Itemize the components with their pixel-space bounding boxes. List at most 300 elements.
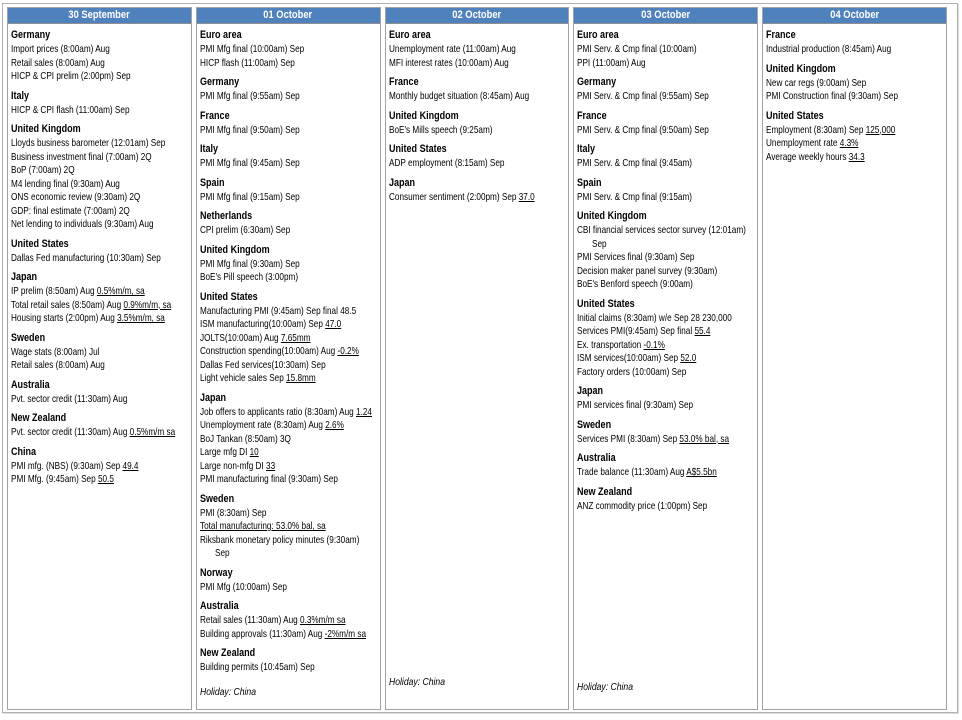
event-text: Lloyds business barometer (12:01am) Sep [11,137,166,149]
event-value: 33 [265,459,275,472]
event-line [200,507,266,521]
event-item [11,346,188,360]
event-text: JOLTS(10:00am) Aug [199,331,281,344]
date-header [574,8,757,24]
country-heading-label: United States [388,143,447,155]
event-text: PMI Serv. & Cmp final (10:00am) [577,43,697,55]
event-text: Light vehicle sales Sep [199,372,286,384]
event-text: PMI Serv. & Cmp final (9:15am) [577,190,693,203]
event-value: Total manufacturing: 53.0% bal, sa [199,520,326,532]
event-text: PMI Mfg final (9:55am) Sep [199,90,300,102]
event-line [200,446,259,460]
event-item [200,547,377,561]
event-text: PMI Serv. & Cmp final (9:50am) Sep [577,123,710,136]
event-item [577,90,754,104]
event-text: Industrial production (8:45am) Aug [766,43,892,55]
event-item [11,178,188,192]
country-heading-label: United States [11,237,69,250]
event-text: Total retail sales (8:50am) Aug [11,298,124,311]
day-events [386,24,569,709]
country-section [577,209,754,292]
event-value: 7.65mm [280,331,311,344]
event-line [11,205,130,219]
country-section [200,209,377,238]
day-events [8,24,191,709]
event-line [577,339,665,353]
event-value: 0.9%m/m, sa [123,298,172,311]
event-line [200,473,338,487]
event-item [200,359,377,373]
country-heading [577,109,754,124]
event-item [577,191,754,205]
country-heading [200,646,377,661]
event-line [200,271,298,285]
event-value: 0.5%m/m sa [129,426,176,438]
event-value: 34.3 [848,150,865,163]
event-item [389,43,566,57]
event-value: 49.4 [122,459,139,472]
event-item [577,399,754,413]
event-item [200,507,377,521]
event-line [577,352,696,366]
event-item [200,318,377,332]
country-section [11,89,188,118]
event-item [200,581,377,595]
event-text: GDP: final estimate (7:00am) 2Q [11,204,130,217]
country-heading [11,270,188,285]
event-item [11,426,188,440]
event-value: 52.0 [680,352,697,364]
event-text: Unemployment rate (11:00am) Aug [388,43,516,55]
event-text: Large non-mfg DI [199,459,266,472]
event-line [11,473,114,487]
country-heading-label: Euro area [577,29,620,41]
event-line [766,137,858,151]
country-section [200,492,377,561]
event-text: PMI manufacturing final (9:30am) Sep [199,473,338,485]
event-item [200,406,377,420]
country-heading-label: Netherlands [199,210,252,222]
event-line [200,520,326,534]
country-heading [200,142,377,157]
country-section [11,237,188,266]
country-section [766,62,943,104]
event-line [577,90,709,104]
event-item [577,43,754,57]
event-line [11,151,152,165]
event-line [577,224,746,238]
event-line [389,57,509,71]
country-section [200,142,377,171]
event-line [389,90,529,104]
holiday-note [389,676,566,690]
date-header-label: 03 October [641,9,691,21]
event-item [389,124,566,138]
event-text: Initial claims (8:30am) w/e Sep 28 230,000 [577,311,733,324]
event-value: 50.5 [97,473,114,485]
event-text: BoE's Pill speech (3:00pm) [199,271,298,283]
country-heading [200,243,377,258]
country-section [766,28,943,57]
country-heading [577,28,754,43]
event-line [577,433,729,447]
event-line [200,581,287,595]
event-line [11,393,127,407]
event-line [200,614,346,628]
country-section [11,378,188,407]
event-line [577,278,693,292]
event-line [389,157,504,171]
event-text: CPI prelim (6:30am) Sep [199,224,290,236]
event-item [389,191,566,205]
event-item [200,345,377,359]
event-item [577,339,754,353]
country-section [389,142,566,171]
country-heading [11,411,188,426]
country-section [200,176,377,205]
country-heading [577,297,754,312]
event-item [577,466,754,480]
event-item [11,104,188,118]
event-line [200,433,291,447]
event-item [766,137,943,151]
country-section [200,28,377,70]
event-text: BoJ Tankan (8:50am) 3Q [199,432,291,445]
country-heading-label: United Kingdom [11,123,81,135]
country-section [389,75,566,104]
event-text: BoP (7:00am) 2Q [11,164,75,176]
event-text: Unemployment rate [766,137,840,149]
event-line [11,57,105,71]
country-heading [11,122,188,137]
event-line [200,57,295,71]
event-value: 10 [249,446,259,458]
country-heading-label: United Kingdom [766,62,836,75]
event-text: PMI Construction final (9:30am) Sep [766,90,899,102]
country-heading-label: China [11,445,37,458]
event-text: PMI Mfg final (9:30am) Sep [199,257,300,270]
country-heading-label: United States [766,109,824,122]
event-item [200,224,377,238]
event-item [766,43,943,57]
event-item [389,90,566,104]
event-item [200,473,377,487]
event-text: CBI financial services sector survey (12:01am) [577,224,747,236]
event-line [200,534,359,548]
event-item [200,520,377,534]
event-item [11,393,188,407]
event-value: -2%m/m sa [324,627,366,640]
country-heading-label: United States [199,290,258,303]
country-heading [11,331,188,346]
event-value: 4.3% [839,137,859,149]
event-text: PMI Mfg (10:00am) Sep [199,580,287,593]
event-value: A$5.5bn [686,466,718,478]
country-section [766,109,943,165]
event-text: Sep [214,547,230,559]
event-item [200,57,377,71]
country-heading-label: Italy [11,89,30,102]
event-line [11,460,138,474]
holiday-note-label: Holiday: China [577,680,634,693]
country-heading [200,391,377,406]
country-heading-label: Sweden [11,331,46,344]
event-item [11,57,188,71]
date-header-label: 30 September [68,9,131,21]
country-section [577,176,754,205]
event-line [200,224,290,238]
country-section [577,75,754,104]
event-item [11,191,188,205]
country-heading-label: Euro area [199,29,242,41]
country-heading [200,75,377,90]
country-heading [577,176,754,191]
event-value: 0.3%m/m sa [299,614,346,626]
country-heading-label: France [577,109,607,122]
event-line [577,366,686,380]
event-item [766,90,943,104]
event-item [200,271,377,285]
date-header [386,8,569,24]
day-events [763,24,946,709]
event-line [200,628,366,642]
event-text: Job offers to applicants ratio (8:30am) Aug [199,405,356,418]
event-item [200,419,377,433]
country-heading [200,28,377,43]
event-text: Retail sales (11:30am) Aug [199,614,300,626]
event-line [11,43,110,57]
country-section [11,122,188,232]
event-text: New car regs (9:00am) Sep [766,76,867,89]
event-item [200,124,377,138]
event-text: Services PMI (8:30am) Sep [577,432,680,445]
event-line [766,151,865,165]
event-text: Dallas Fed manufacturing (10:30am) Sep [11,251,161,264]
event-line [389,43,516,57]
event-line [11,104,130,118]
event-line [577,251,694,265]
country-section [577,28,754,70]
event-text: Ex. transportation [577,338,644,351]
country-section [11,445,188,487]
country-section [11,28,188,84]
country-heading-label: Norway [199,566,233,579]
country-heading [200,209,377,224]
event-item [11,285,188,299]
event-item [11,218,188,232]
event-text: ISM services(10:00am) Sep [577,352,681,364]
country-heading [577,485,754,500]
event-text: Construction spending(10:00am) Aug [199,345,338,357]
event-text: Consumer sentiment (2:00pm) Sep [388,190,519,203]
event-item [11,359,188,373]
event-line [11,178,120,192]
country-heading-label: Germany [11,29,51,41]
date-header [197,8,380,24]
event-value: 37.0 [518,190,535,203]
country-heading [200,492,377,507]
country-section [11,411,188,440]
event-item [577,251,754,265]
event-item [200,433,377,447]
event-line [577,191,692,205]
event-line [200,419,344,433]
event-text: ONS economic review (9:30am) 2Q [11,191,141,203]
event-text: PPI (11:00am) Aug [577,56,646,69]
country-section [389,176,566,205]
country-heading-label: Japan [11,271,38,283]
event-value: 3.5%m/m, sa [117,312,165,324]
country-section [577,418,754,447]
event-line [200,345,359,359]
event-item [11,252,188,266]
country-heading-label: United Kingdom [388,109,459,122]
event-line [577,312,732,326]
event-line [577,399,693,413]
event-line [200,332,310,346]
event-item [766,124,943,138]
country-heading [766,109,943,124]
event-line [577,466,717,480]
country-heading [200,176,377,191]
event-item [200,661,377,675]
country-heading [200,599,377,614]
day-events [574,24,757,709]
event-line [11,285,145,299]
event-item [389,157,566,171]
event-line [577,43,697,57]
event-text: PMI Mfg final (9:50am) Sep [199,123,300,136]
country-heading-label: Japan [577,385,604,397]
event-line [200,191,300,205]
event-value: 2.6% [324,419,344,431]
country-heading [389,109,566,124]
country-heading-label: Japan [199,391,226,404]
event-text: PMI (8:30am) Sep [199,506,267,519]
country-section [200,391,377,487]
country-heading-label: Germany [577,76,617,88]
event-line [215,547,230,561]
country-heading [11,378,188,393]
event-item [766,151,943,165]
day-column [385,7,570,710]
event-line [200,372,316,386]
event-item [200,305,377,319]
event-text: PMI Mfg. (9:45am) Sep [11,473,98,485]
event-line [11,312,165,326]
event-value: 53.0% bal, sa [679,432,730,445]
country-heading [11,445,188,460]
event-item [11,151,188,165]
event-line [766,77,866,91]
event-line [200,359,326,373]
country-section [200,599,377,641]
country-heading-label: Italy [199,143,218,155]
event-line [389,124,493,138]
event-item [389,57,566,71]
country-section [389,28,566,70]
event-text: BoE's Mills speech (9:25am) [388,123,493,136]
event-line [592,238,607,252]
event-line [11,218,154,232]
event-item [200,157,377,171]
event-item [11,299,188,313]
event-line [11,191,140,205]
event-text: PMI mfg. (NBS) (9:30am) Sep [11,459,123,472]
event-line [200,460,275,474]
event-line [577,57,646,71]
event-text: M4 lending final (9:30am) Aug [11,177,120,190]
date-header [8,8,191,24]
event-text: Decision maker panel survey (9:30am) [577,264,718,277]
event-text: Building approvals (11:30am) Aug [199,627,325,640]
day-column [573,7,758,710]
country-heading-label: Japan [388,176,415,189]
date-header-label: 01 October [263,9,313,21]
event-item [577,124,754,138]
country-section [389,109,566,138]
event-line [11,299,171,313]
country-section [577,451,754,480]
country-heading-label: New Zealand [577,485,633,498]
event-text: Retail sales (8:00am) Aug [11,359,105,371]
event-item [11,164,188,178]
event-text: Net lending to individuals (9:30am) Aug [11,218,154,230]
country-section [11,270,188,326]
event-value: -0.2% [337,345,359,357]
event-line [577,500,707,514]
country-heading [200,290,377,305]
event-item [11,312,188,326]
event-text: Trade balance (11:30am) Aug [577,466,687,478]
day-column [762,7,947,710]
event-value: 47.0 [324,318,341,330]
event-line [389,191,535,205]
event-item [11,473,188,487]
country-heading [200,566,377,581]
event-text: Housing starts (2:00pm) Aug [11,312,118,324]
event-value: 125,000 [865,123,896,136]
event-text: PMI Serv. & Cmp final (9:55am) Sep [577,90,710,102]
country-heading-label: United States [577,297,636,310]
country-section [577,142,754,171]
country-heading [389,176,566,191]
event-text: Average weekly hours [766,150,849,163]
event-text: Monthly budget situation (8:45am) Aug [388,90,529,102]
event-text: Large mfg DI [199,446,250,458]
event-text: Riksbank monetary policy minutes (9:30am) [199,533,360,546]
event-text: Import prices (8:00am) Aug [11,43,110,55]
event-item [577,366,754,380]
event-text: Services PMI(9:45am) Sep final [577,325,695,337]
country-section [200,566,377,595]
event-line [11,346,99,360]
country-heading [389,28,566,43]
country-heading-label: Sweden [199,492,234,505]
event-value: 15.8mm [285,372,316,384]
country-heading-label: New Zealand [199,647,255,659]
country-heading-label: France [766,29,796,41]
event-value: 55.4 [694,325,711,337]
event-text: Building permits (10:45am) Sep [199,661,315,673]
country-heading [577,75,754,90]
event-line [11,359,105,373]
date-header-label: 02 October [452,9,502,21]
event-item [200,614,377,628]
event-value: 1.24 [355,405,372,418]
event-text: Unemployment rate (8:30am) Aug [199,419,325,431]
event-text: MFI interest rates (10:00am) Aug [388,56,509,69]
